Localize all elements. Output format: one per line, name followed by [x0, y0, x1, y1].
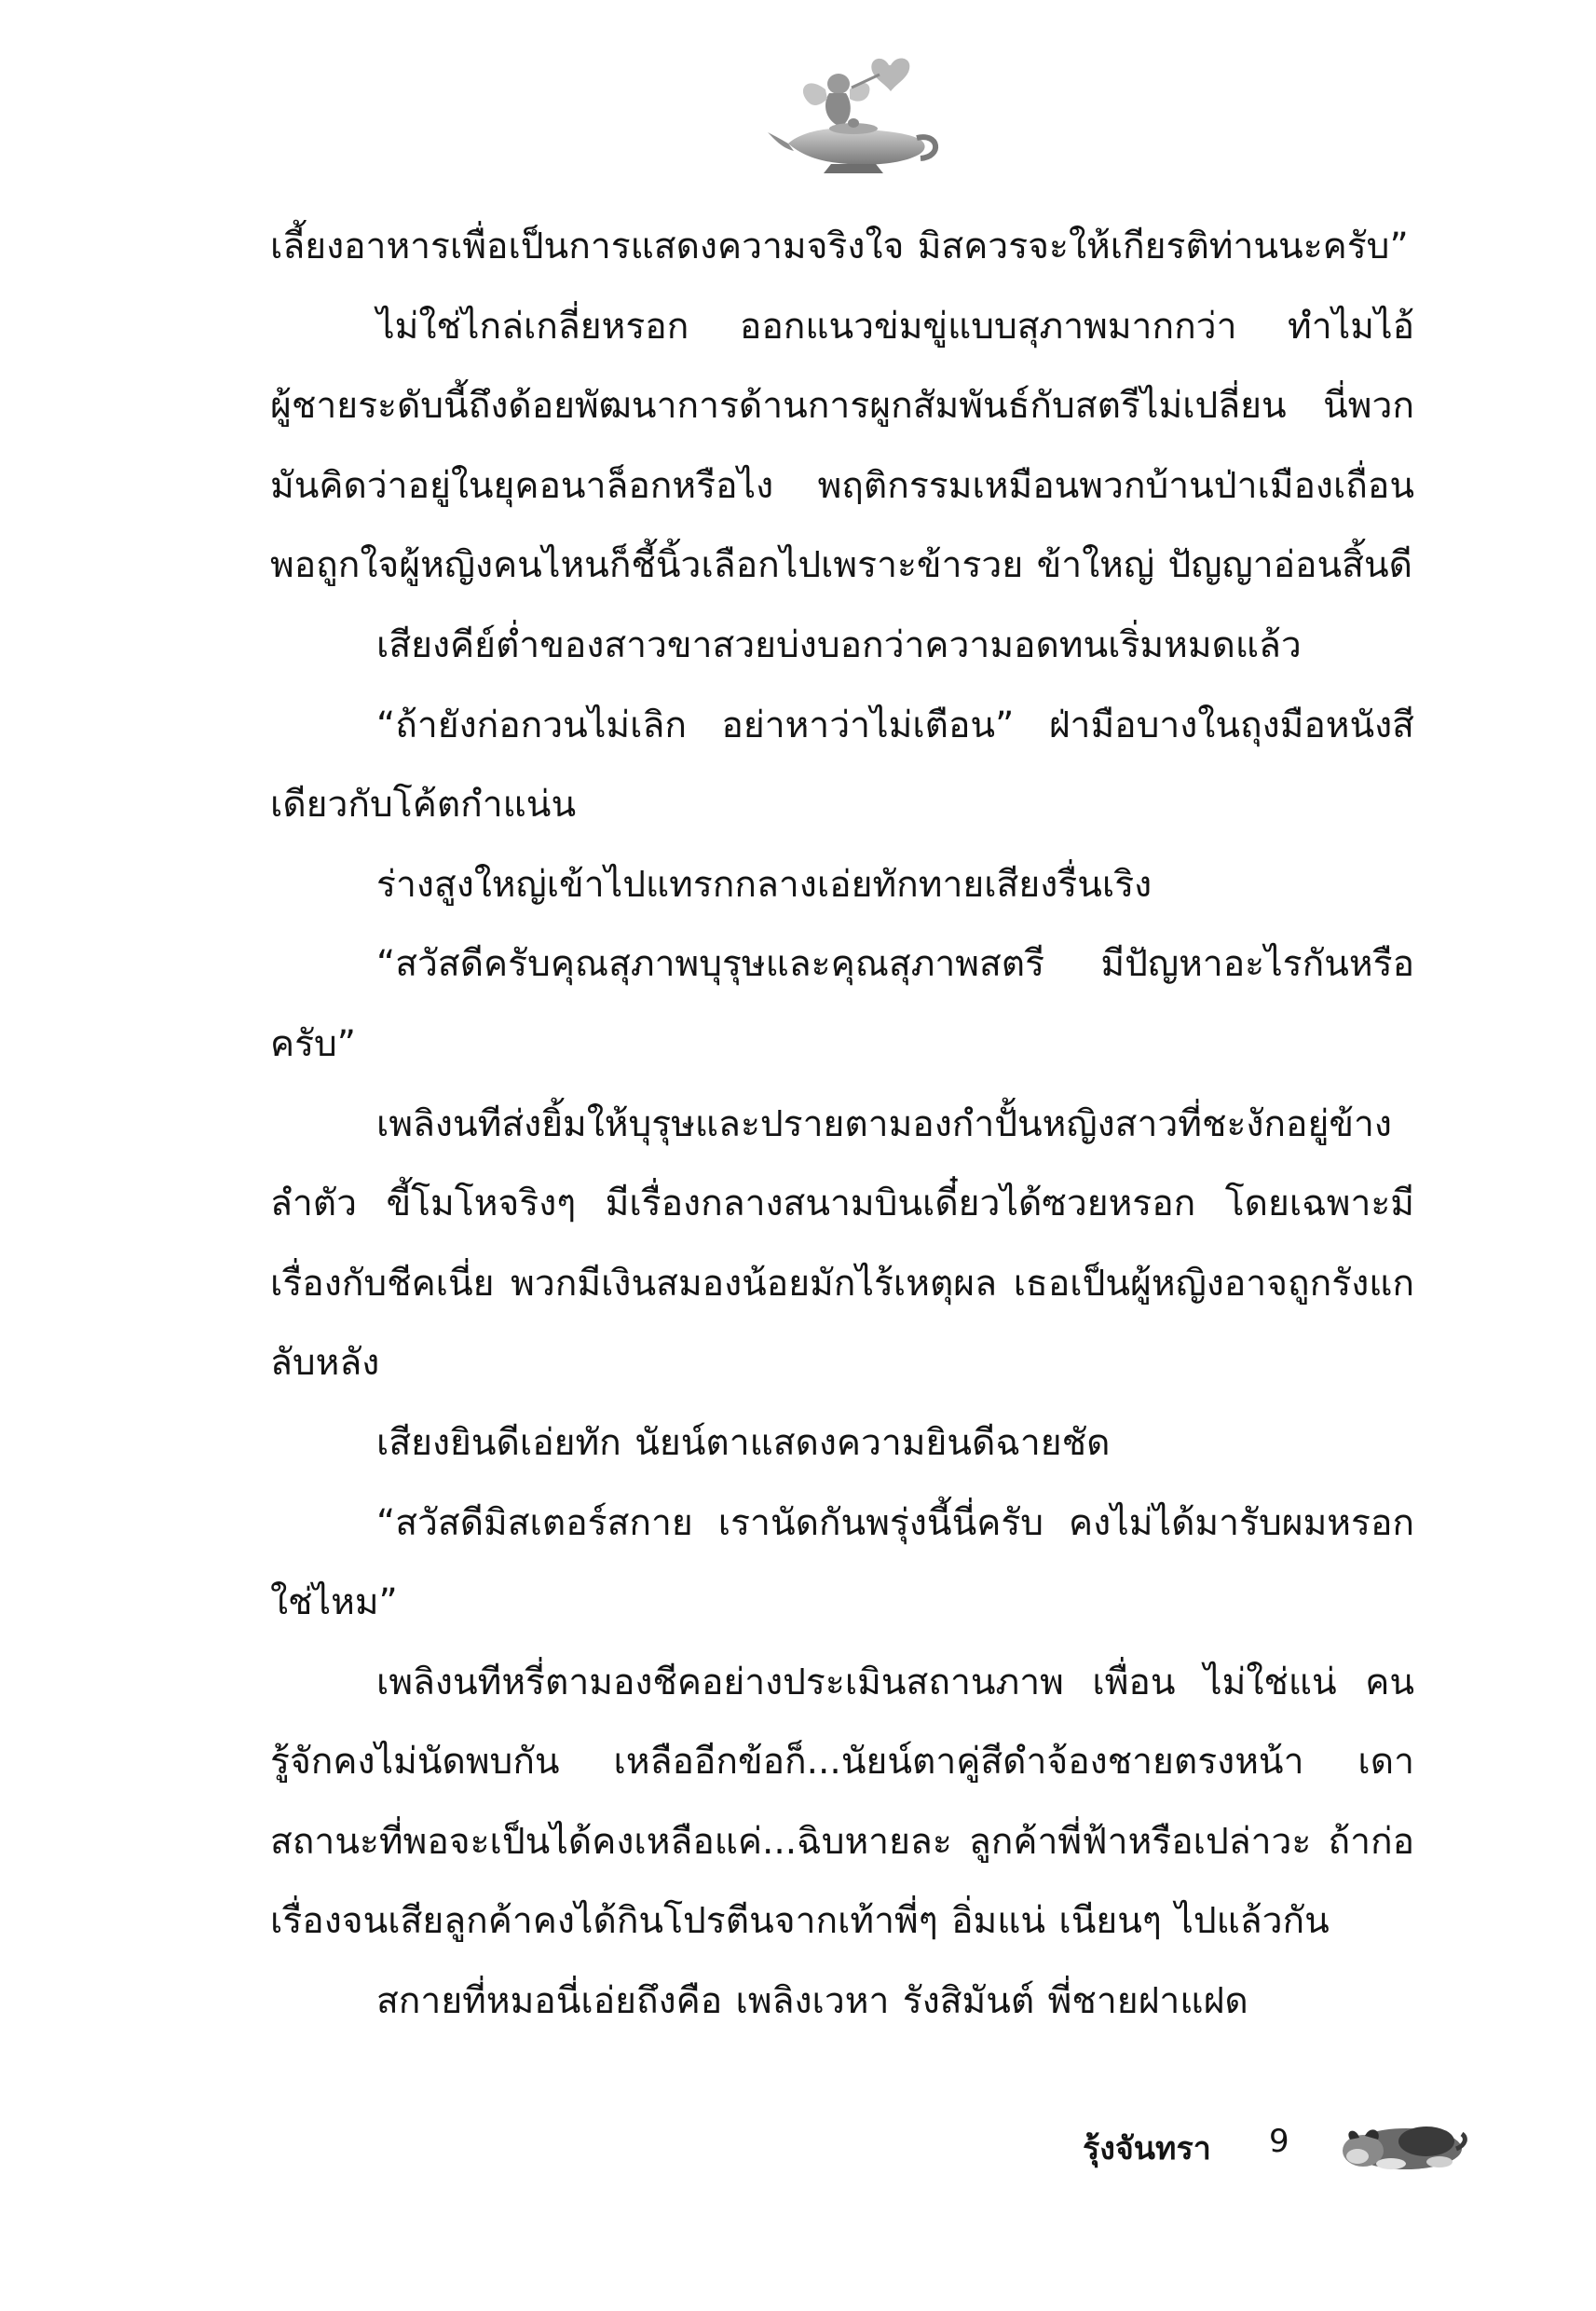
- body-paragraph: “สวัสดีครับคุณสุภาพบุรุษและคุณสุภาพสตรี มีปัญหาอะไรกันหรือครับ”: [270, 943, 1414, 1065]
- sleeping-puppy-icon: [1337, 2112, 1467, 2175]
- body-paragraph: เพลิงนทีหรี่ตามองชีคอย่างประเมินสถานภาพ เพื่อน ไม่ใช่แน่ คนรู้จักคงไม่นัดพบกัน เหลืออีกข้อก็...นัยน์ตาคู่สีดำจ้องชายตรงหน้า เดาสถานะที่พอจะเป็นได้คงเหลือแค่...ฉิบหายละ ลูกค้าพี่ฟ้าหรือเปล่าวะ ถ้าก่อเรื่องจนเสียลูกค้าคงได้กินโปรตีนจากเท้าพี่ๆ อิ่มแน่ เนียนๆ ไปแล้วกัน: [270, 1661, 1414, 1943]
- body-paragraph: เสียงยินดีเอ่ยทัก นัยน์ตาแสดงความยินดีฉายชัด: [376, 1421, 1111, 1464]
- body-paragraph: “ถ้ายังก่อกวนไม่เลิก อย่าหาว่าไม่เตือน” ฝ่ามือบางในถุงมือหนังสีเดียวกับโค้ตกำแน่น: [270, 704, 1414, 827]
- body-paragraph: สกายที่หมอนี่เอ่ยถึงคือ เพลิงเวหา รังสิมันต์ พี่ชายฝาแฝด: [376, 1980, 1248, 2023]
- body-paragraph: ไม่ใช่ไกล่เกลี่ยหรอก ออกแนวข่มขู่แบบสุภาพมากกว่า ทำไมไอ้ผู้ชายระดับนี้ถึงด้อยพัฒนาการด้านการผูกสัมพันธ์กับสตรีไม่เปลี่ยน นี่พวกมันคิดว่าอยู่ในยุคอนาล็อกหรือไง พฤติกรรมเหมือนพวกบ้านป่าเมืองเถื่อน พอถูกใจผู้หญิงคนไหนก็ชี้นิ้วเลือกไปเพราะข้ารวย ข้าใหญ่ ปัญญาอ่อนสิ้นดี: [270, 305, 1414, 587]
- page-number: 9: [1269, 2123, 1289, 2160]
- page-body: [270, 207, 1414, 2033]
- body-paragraph: เพลิงนทีส่งยิ้มให้บุรุษและปรายตามองกำปั้นหญิงสาวที่ชะงักอยู่ข้างลำตัว ขี้โมโหจริงๆ มีเรื่องกลางสนามบินเดี๋ยวได้ซวยหรอก โดยเฉพาะมีเรื่องกับชีคเนี่ย พวกมีเงินสมองน้อยมักไร้เหตุผล เธอเป็นผู้หญิงอาจถูกรังแกลับหลัง: [270, 1102, 1414, 1385]
- body-paragraph: เลี้ยงอาหารเพื่อเป็นการแสดงความจริงใจ มิสควรจะให้เกียรติท่านนะครับ”: [270, 226, 1409, 267]
- genie-lamp-with-cupid-icon: [766, 47, 943, 177]
- body-paragraph: “สวัสดีมิสเตอร์สกาย เรานัดกันพรุ่งนี้นี่ครับ คงไม่ได้มารับผมหรอกใช่ไหม”: [270, 1501, 1414, 1624]
- body-paragraph: ร่างสูงใหญ่เข้าไปแทรกกลางเอ่ยทักทายเสียงรื่นเริง: [376, 863, 1153, 906]
- page-footer: [1025, 2108, 1472, 2182]
- book-title: รุ้งจันทรา: [1083, 2130, 1211, 2167]
- body-paragraph: เสียงคีย์ต่ำของสาวขาสวยบ่งบอกว่าความอดทนเริ่มหมดแล้ว: [376, 623, 1302, 666]
